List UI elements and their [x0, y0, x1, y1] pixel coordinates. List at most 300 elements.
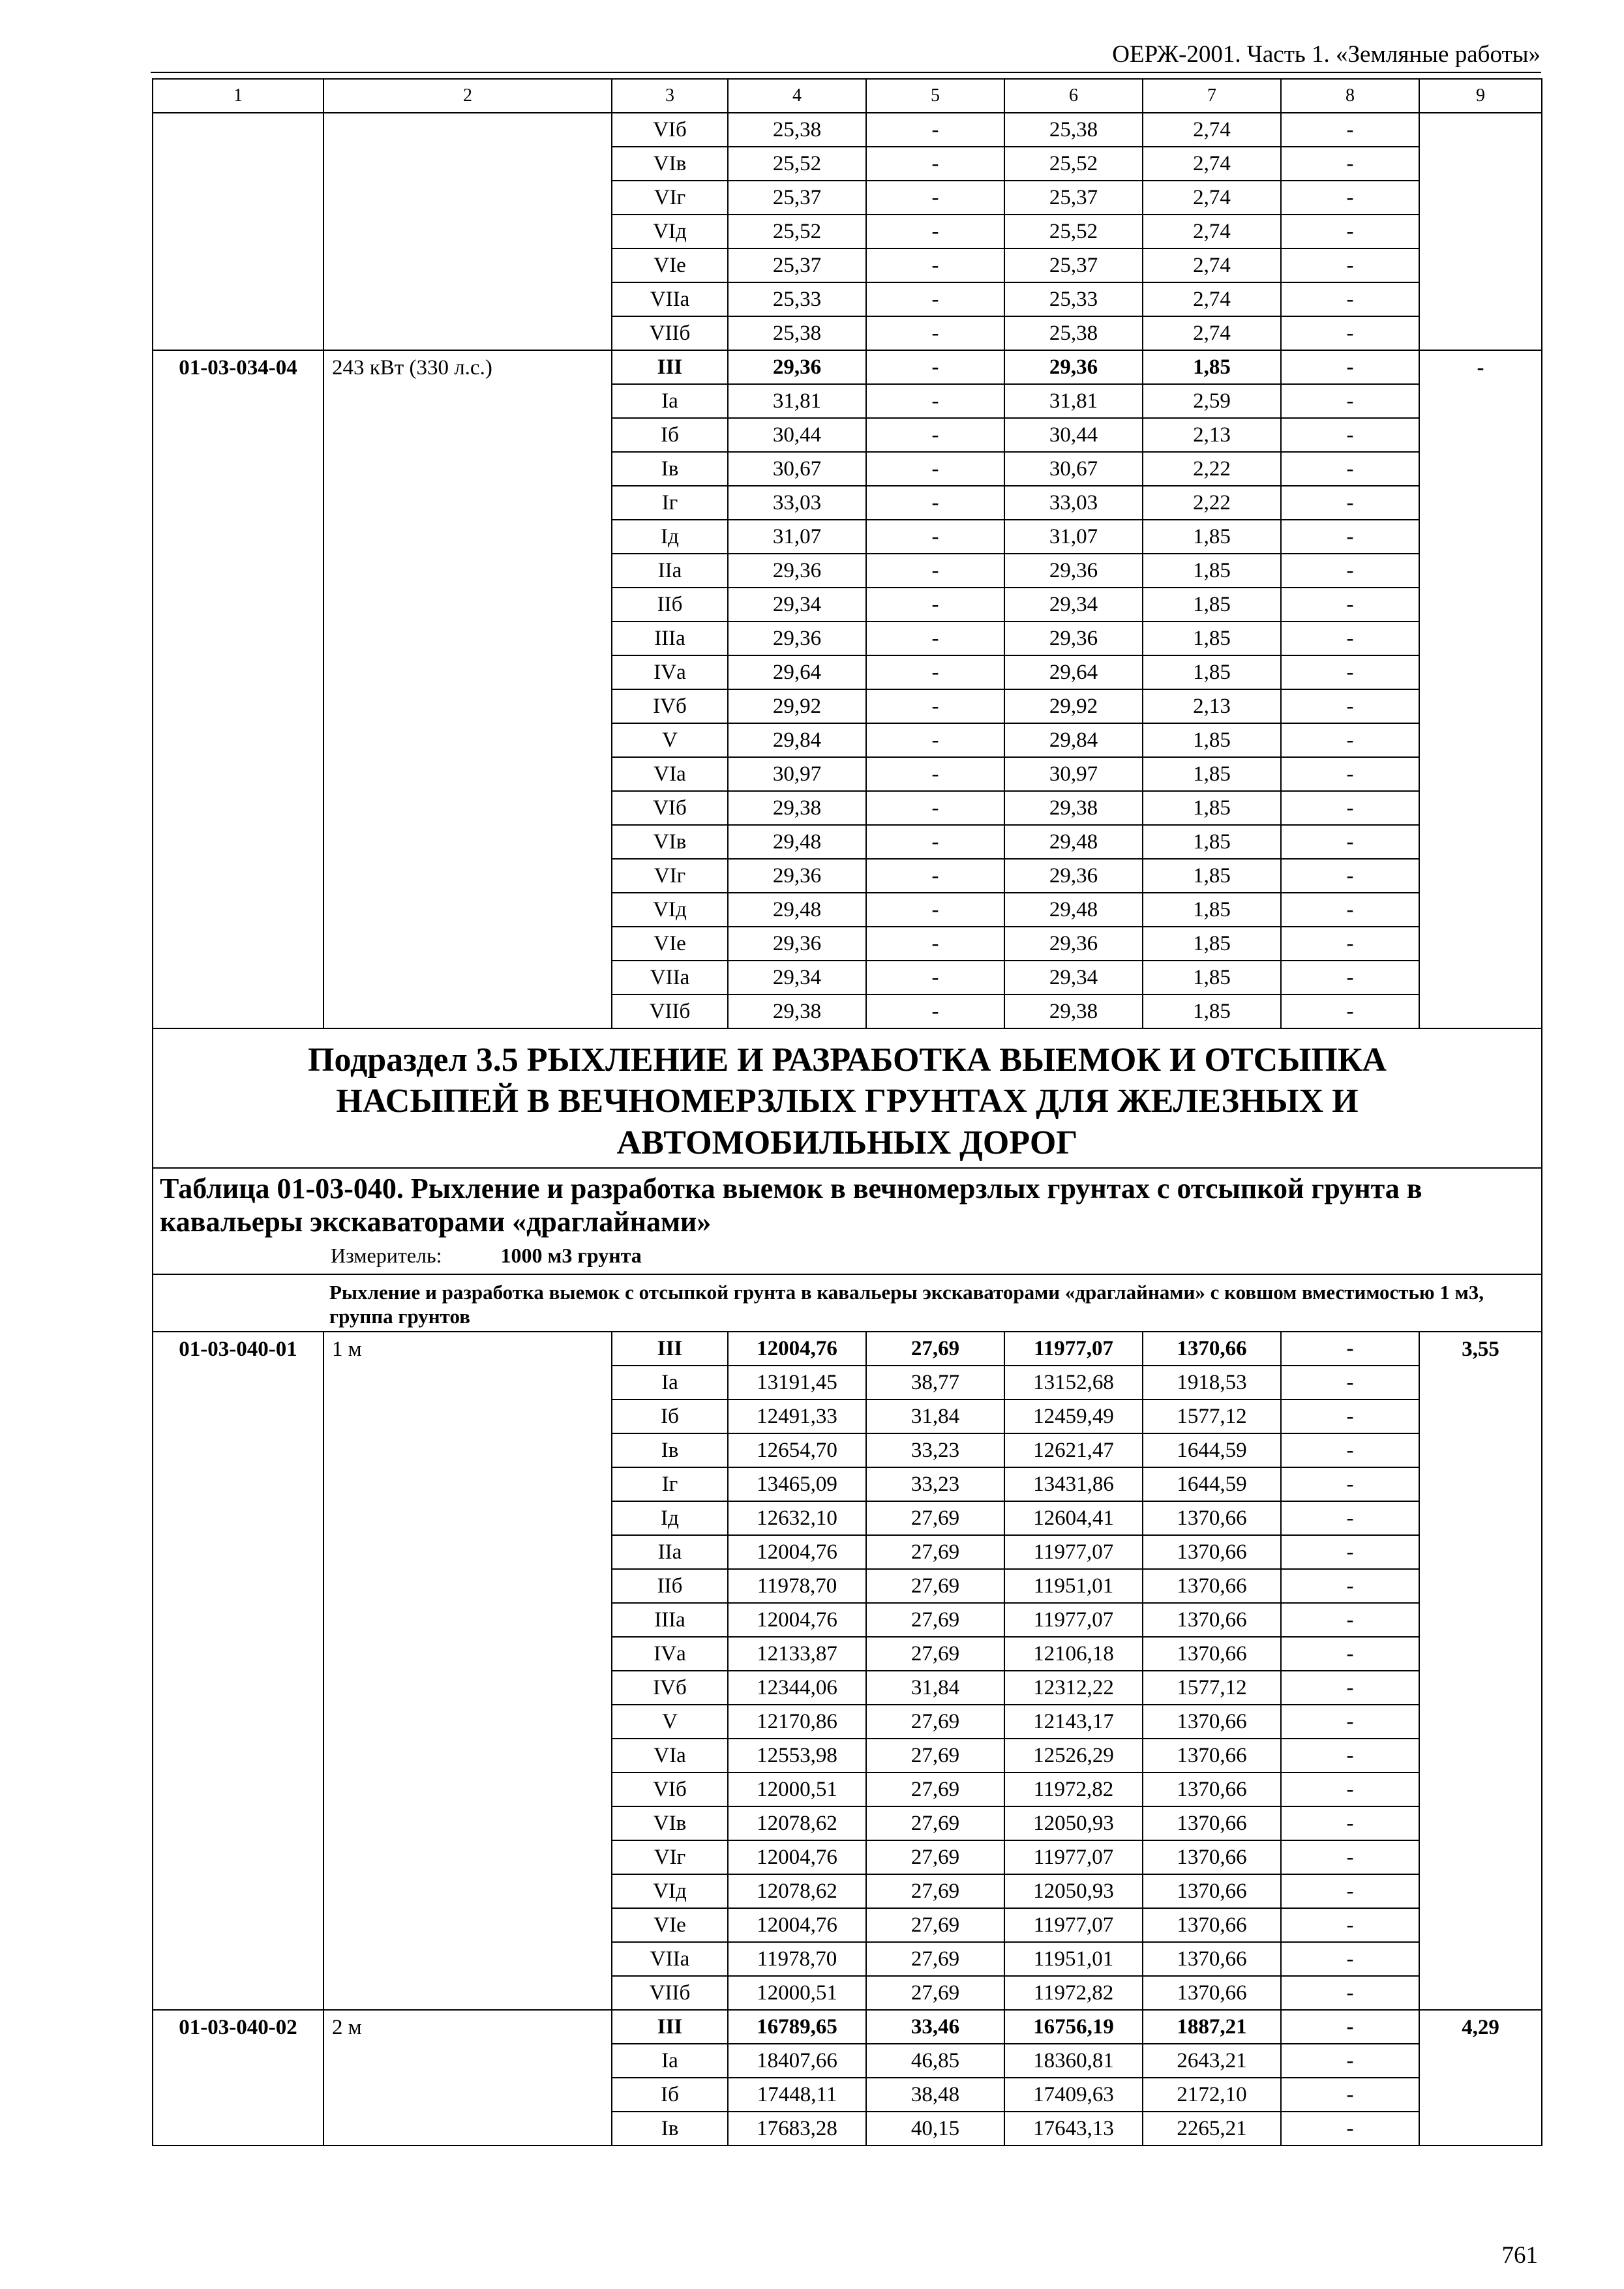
value-cell: -: [1281, 1467, 1419, 1501]
value-cell: 12004,76: [728, 1908, 866, 1942]
soil-group-cell: VIд: [612, 1874, 728, 1908]
value-cell: 1918,53: [1143, 1366, 1281, 1399]
value-cell: -: [866, 181, 1004, 215]
value-cell: 29,34: [1004, 961, 1143, 995]
value-cell: 2,74: [1143, 181, 1281, 215]
subtitle-row: [153, 1274, 1542, 1332]
soil-group-cell: VIв: [612, 147, 728, 181]
soil-group-cell: IIб: [612, 1569, 728, 1603]
name-cell: 243 кВт (330 л.с.): [323, 350, 612, 1028]
value-cell: 2265,21: [1143, 2112, 1281, 2146]
value-cell: -: [1281, 1671, 1419, 1705]
soil-group-cell: Iб: [612, 2078, 728, 2112]
value-cell: -: [1281, 791, 1419, 825]
value-cell: 27,69: [866, 1637, 1004, 1671]
value-cell: 31,84: [866, 1671, 1004, 1705]
value-cell: 17683,28: [728, 2112, 866, 2146]
column-number-cell: 2: [323, 79, 612, 113]
value-cell: 13465,09: [728, 1467, 866, 1501]
soil-group-cell: IVа: [612, 1637, 728, 1671]
soil-group-cell: VIа: [612, 757, 728, 791]
soil-group-cell: VIд: [612, 893, 728, 927]
value-cell: -: [866, 655, 1004, 689]
value-cell: -: [1281, 520, 1419, 554]
value-cell: 1370,66: [1143, 1840, 1281, 1874]
value-cell: 27,69: [866, 1739, 1004, 1773]
section-heading-line: Подраздел 3.5 РЫХЛЕНИЕ И РАЗРАБОТКА ВЫЕМОК И ОТСЫПКА: [308, 1041, 1387, 1079]
soil-group-cell: IIIа: [612, 621, 728, 655]
col9-cell: 3,55: [1419, 1332, 1542, 2010]
value-cell: 2,74: [1143, 147, 1281, 181]
value-cell: 12004,76: [728, 1332, 866, 1366]
value-cell: -: [1281, 825, 1419, 859]
soil-group-cell: III: [612, 2010, 728, 2044]
value-cell: 29,36: [1004, 350, 1143, 384]
value-cell: 27,69: [866, 1942, 1004, 1976]
value-cell: -: [1281, 995, 1419, 1028]
value-cell: 29,38: [728, 791, 866, 825]
value-cell: -: [866, 452, 1004, 486]
table-row: [153, 350, 1542, 384]
value-cell: 1,85: [1143, 859, 1281, 893]
value-cell: 12553,98: [728, 1739, 866, 1773]
value-cell: 29,48: [1004, 825, 1143, 859]
value-cell: 13431,86: [1004, 1467, 1143, 1501]
column-number-cell: 6: [1004, 79, 1143, 113]
value-cell: 25,52: [1004, 147, 1143, 181]
soil-group-cell: Iв: [612, 2112, 728, 2146]
value-cell: -: [866, 486, 1004, 520]
soil-group-cell: Iб: [612, 1399, 728, 1433]
value-cell: 2,74: [1143, 248, 1281, 282]
value-cell: -: [1281, 1806, 1419, 1840]
value-cell: -: [1281, 486, 1419, 520]
code-cell: [153, 113, 323, 350]
value-cell: 1,85: [1143, 655, 1281, 689]
value-cell: 30,44: [1004, 418, 1143, 452]
value-cell: 30,97: [1004, 757, 1143, 791]
value-cell: 1370,66: [1143, 1908, 1281, 1942]
value-cell: 29,34: [728, 588, 866, 621]
value-cell: -: [866, 113, 1004, 147]
value-cell: -: [1281, 588, 1419, 621]
value-cell: 29,48: [728, 825, 866, 859]
value-cell: 30,44: [728, 418, 866, 452]
page-number: 761: [1501, 2242, 1538, 2269]
value-cell: 1,85: [1143, 520, 1281, 554]
value-cell: 27,69: [866, 1535, 1004, 1569]
value-cell: -: [866, 384, 1004, 418]
value-cell: -: [1281, 181, 1419, 215]
value-cell: 29,92: [728, 689, 866, 723]
value-cell: 27,69: [866, 1806, 1004, 1840]
value-cell: 12000,51: [728, 1773, 866, 1806]
value-cell: 31,07: [1004, 520, 1143, 554]
value-cell: 1370,66: [1143, 1501, 1281, 1535]
soil-group-cell: VIIа: [612, 1942, 728, 1976]
soil-group-cell: IVб: [612, 1671, 728, 1705]
value-cell: -: [866, 248, 1004, 282]
value-cell: -: [1281, 757, 1419, 791]
value-cell: 25,38: [728, 316, 866, 350]
value-cell: 38,48: [866, 2078, 1004, 2112]
value-cell: 13191,45: [728, 1366, 866, 1399]
soil-group-cell: Iд: [612, 520, 728, 554]
soil-group-cell: VIв: [612, 1806, 728, 1840]
code-cell: 01-03-034-04: [153, 350, 323, 1028]
value-cell: 30,67: [1004, 452, 1143, 486]
value-cell: -: [1281, 621, 1419, 655]
name-cell: 2 м: [323, 2010, 612, 2146]
value-cell: 2,74: [1143, 215, 1281, 248]
soil-group-cell: V: [612, 1705, 728, 1739]
value-cell: 38,77: [866, 1366, 1004, 1399]
value-cell: 29,64: [1004, 655, 1143, 689]
soil-group-cell: IIа: [612, 1535, 728, 1569]
column-number-cell: 5: [866, 79, 1004, 113]
value-cell: -: [1281, 384, 1419, 418]
value-cell: -: [1281, 113, 1419, 147]
value-cell: 40,15: [866, 2112, 1004, 2146]
value-cell: 12106,18: [1004, 1637, 1143, 1671]
value-cell: -: [1281, 418, 1419, 452]
value-cell: -: [866, 282, 1004, 316]
value-cell: -: [866, 316, 1004, 350]
value-cell: 29,38: [1004, 995, 1143, 1028]
soil-group-cell: Iа: [612, 1366, 728, 1399]
soil-group-cell: VIIб: [612, 995, 728, 1028]
value-cell: 12004,76: [728, 1535, 866, 1569]
soil-group-cell: Iг: [612, 1467, 728, 1501]
value-cell: 12170,86: [728, 1705, 866, 1739]
value-cell: 1370,66: [1143, 1637, 1281, 1671]
soil-group-cell: IIIа: [612, 1603, 728, 1637]
soil-group-cell: VIв: [612, 825, 728, 859]
value-cell: -: [1281, 1366, 1419, 1399]
value-cell: -: [1281, 147, 1419, 181]
value-cell: 11951,01: [1004, 1569, 1143, 1603]
value-cell: 1887,21: [1143, 2010, 1281, 2044]
column-number-cell: 4: [728, 79, 866, 113]
value-cell: 29,36: [728, 350, 866, 384]
value-cell: 12491,33: [728, 1399, 866, 1433]
value-cell: 27,69: [866, 1603, 1004, 1637]
value-cell: 18407,66: [728, 2044, 866, 2078]
value-cell: 1370,66: [1143, 1603, 1281, 1637]
value-cell: -: [866, 418, 1004, 452]
code-cell: 01-03-040-01: [153, 1332, 323, 2010]
document-header: ОЕРЖ-2001. Часть 1. «Земляные работы»: [1112, 41, 1541, 68]
value-cell: -: [1281, 893, 1419, 927]
value-cell: -: [1281, 927, 1419, 961]
soil-group-cell: IIб: [612, 588, 728, 621]
value-cell: 33,03: [728, 486, 866, 520]
value-cell: -: [1281, 1739, 1419, 1773]
column-number-row: [153, 79, 1542, 113]
value-cell: 2,74: [1143, 282, 1281, 316]
value-cell: 25,52: [1004, 215, 1143, 248]
value-cell: 30,97: [728, 757, 866, 791]
value-cell: 1370,66: [1143, 1535, 1281, 1569]
column-number-cell: 9: [1419, 79, 1542, 113]
value-cell: 2,74: [1143, 316, 1281, 350]
value-cell: 1,85: [1143, 995, 1281, 1028]
soil-group-cell: VIIб: [612, 316, 728, 350]
value-cell: 33,23: [866, 1467, 1004, 1501]
value-cell: -: [1281, 2044, 1419, 2078]
value-cell: 27,69: [866, 1908, 1004, 1942]
value-cell: -: [1281, 1535, 1419, 1569]
value-cell: 11978,70: [728, 1942, 866, 1976]
value-cell: 29,36: [1004, 927, 1143, 961]
value-cell: -: [1281, 1874, 1419, 1908]
value-cell: 11972,82: [1004, 1976, 1143, 2010]
soil-group-cell: VIа: [612, 1739, 728, 1773]
soil-group-cell: Iа: [612, 384, 728, 418]
value-cell: 31,81: [728, 384, 866, 418]
table-subtitle: Рыхление и разработка выемок с отсыпкой грунта в кавальеры экскаваторами «драглайнами» с ковшом вместимостью 1 м3, группа грунтов: [153, 1274, 1542, 1332]
value-cell: -: [1281, 2010, 1419, 2044]
value-cell: 29,38: [728, 995, 866, 1028]
value-cell: 27,69: [866, 1874, 1004, 1908]
value-cell: 29,36: [728, 554, 866, 588]
value-cell: 1644,59: [1143, 1467, 1281, 1501]
soil-group-cell: VIIа: [612, 282, 728, 316]
value-cell: 27,69: [866, 1569, 1004, 1603]
value-cell: 25,52: [728, 147, 866, 181]
value-cell: -: [1281, 1603, 1419, 1637]
value-cell: -: [1281, 859, 1419, 893]
value-cell: -: [1281, 1399, 1419, 1433]
value-cell: 17643,13: [1004, 2112, 1143, 2146]
soil-group-cell: VIг: [612, 181, 728, 215]
value-cell: 12004,76: [728, 1603, 866, 1637]
soil-group-cell: VIг: [612, 1840, 728, 1874]
value-cell: 16789,65: [728, 2010, 866, 2044]
value-cell: 13152,68: [1004, 1366, 1143, 1399]
value-cell: 2,13: [1143, 689, 1281, 723]
value-cell: 2,13: [1143, 418, 1281, 452]
value-cell: -: [866, 723, 1004, 757]
value-cell: 12133,87: [728, 1637, 866, 1671]
value-cell: -: [1281, 1908, 1419, 1942]
value-cell: -: [866, 995, 1004, 1028]
soil-group-cell: III: [612, 350, 728, 384]
value-cell: -: [1281, 1637, 1419, 1671]
value-cell: -: [1281, 1976, 1419, 2010]
value-cell: 1,85: [1143, 621, 1281, 655]
value-cell: -: [1281, 282, 1419, 316]
value-cell: 12621,47: [1004, 1433, 1143, 1467]
value-cell: 1,85: [1143, 554, 1281, 588]
value-cell: -: [1281, 2078, 1419, 2112]
value-cell: 1370,66: [1143, 1739, 1281, 1773]
value-cell: 12459,49: [1004, 1399, 1143, 1433]
header-rule: [151, 72, 1541, 73]
value-cell: -: [1281, 961, 1419, 995]
soil-group-cell: VIе: [612, 927, 728, 961]
table-row: [153, 113, 1542, 147]
value-cell: 29,84: [728, 723, 866, 757]
value-cell: 12050,93: [1004, 1874, 1143, 1908]
value-cell: 27,69: [866, 1501, 1004, 1535]
soil-group-cell: VIб: [612, 791, 728, 825]
value-cell: -: [866, 350, 1004, 384]
value-cell: 29,36: [1004, 554, 1143, 588]
value-cell: 12078,62: [728, 1874, 866, 1908]
value-cell: 11951,01: [1004, 1942, 1143, 1976]
value-cell: 1577,12: [1143, 1671, 1281, 1705]
value-cell: 2,59: [1143, 384, 1281, 418]
value-cell: 29,48: [1004, 893, 1143, 927]
value-cell: -: [866, 554, 1004, 588]
value-cell: 33,03: [1004, 486, 1143, 520]
value-cell: -: [866, 791, 1004, 825]
value-cell: 12000,51: [728, 1976, 866, 2010]
soil-group-cell: IVб: [612, 689, 728, 723]
value-cell: -: [866, 520, 1004, 554]
value-cell: -: [866, 927, 1004, 961]
value-cell: 27,69: [866, 1840, 1004, 1874]
value-cell: 1370,66: [1143, 1773, 1281, 1806]
value-cell: -: [1281, 452, 1419, 486]
value-cell: 12312,22: [1004, 1671, 1143, 1705]
soil-group-cell: IIа: [612, 554, 728, 588]
section-heading: [153, 1028, 1542, 1168]
soil-group-cell: V: [612, 723, 728, 757]
value-cell: 12050,93: [1004, 1806, 1143, 1840]
value-cell: 16756,19: [1004, 2010, 1143, 2044]
value-cell: 1,85: [1143, 961, 1281, 995]
value-cell: 25,37: [728, 248, 866, 282]
value-cell: 1370,66: [1143, 1942, 1281, 1976]
value-cell: 29,34: [1004, 588, 1143, 621]
column-number-cell: 1: [153, 79, 323, 113]
value-cell: -: [1281, 655, 1419, 689]
value-cell: 25,38: [1004, 113, 1143, 147]
value-cell: 31,07: [728, 520, 866, 554]
soil-group-cell: Iг: [612, 486, 728, 520]
value-cell: 1,85: [1143, 350, 1281, 384]
value-cell: 1370,66: [1143, 1874, 1281, 1908]
value-cell: 25,37: [728, 181, 866, 215]
table-title: Таблица 01-03-040. Рыхление и разработка выемок в вечномерзлых грунтах с отсыпкой грунта в кавальеры экскаваторами «драглайнами»: [160, 1173, 1422, 1238]
value-cell: 1,85: [1143, 723, 1281, 757]
col9-cell: 4,29: [1419, 2010, 1542, 2146]
name-cell: [323, 113, 612, 350]
soil-group-cell: VIб: [612, 113, 728, 147]
value-cell: -: [1281, 248, 1419, 282]
value-cell: 11972,82: [1004, 1773, 1143, 1806]
soil-group-cell: III: [612, 1332, 728, 1366]
value-cell: 12526,29: [1004, 1739, 1143, 1773]
value-cell: 46,85: [866, 2044, 1004, 2078]
soil-group-cell: Iа: [612, 2044, 728, 2078]
value-cell: 17409,63: [1004, 2078, 1143, 2112]
value-cell: 2643,21: [1143, 2044, 1281, 2078]
value-cell: 12143,17: [1004, 1705, 1143, 1739]
value-cell: 25,52: [728, 215, 866, 248]
caption-row: [153, 1168, 1542, 1274]
value-cell: -: [1281, 689, 1419, 723]
value-cell: 25,38: [1004, 316, 1143, 350]
value-cell: 11978,70: [728, 1569, 866, 1603]
value-cell: 1370,66: [1143, 1705, 1281, 1739]
table-row: [153, 1332, 1542, 1366]
value-cell: 1,85: [1143, 927, 1281, 961]
value-cell: 1370,66: [1143, 1806, 1281, 1840]
value-cell: 11977,07: [1004, 1603, 1143, 1637]
value-cell: 1370,66: [1143, 1976, 1281, 2010]
table-caption: [153, 1168, 1542, 1274]
value-cell: 11977,07: [1004, 1332, 1143, 1366]
value-cell: -: [1281, 1569, 1419, 1603]
value-cell: 12604,41: [1004, 1501, 1143, 1535]
value-cell: 25,33: [728, 282, 866, 316]
value-cell: -: [866, 893, 1004, 927]
value-cell: 11977,07: [1004, 1535, 1143, 1569]
soil-group-cell: VIIб: [612, 1976, 728, 2010]
value-cell: 1370,66: [1143, 1569, 1281, 1603]
name-cell: 1 м: [323, 1332, 612, 2010]
value-cell: 29,36: [728, 927, 866, 961]
value-cell: 25,33: [1004, 282, 1143, 316]
value-cell: 2,22: [1143, 452, 1281, 486]
column-number-cell: 8: [1281, 79, 1419, 113]
value-cell: -: [1281, 1773, 1419, 1806]
value-cell: 25,37: [1004, 248, 1143, 282]
value-cell: -: [1281, 215, 1419, 248]
soil-group-cell: VIг: [612, 859, 728, 893]
meter-line: [160, 1244, 1535, 1267]
value-cell: 1,85: [1143, 791, 1281, 825]
value-cell: -: [1281, 1332, 1419, 1366]
value-cell: 12004,76: [728, 1840, 866, 1874]
value-cell: 27,69: [866, 1773, 1004, 1806]
value-cell: 33,23: [866, 1433, 1004, 1467]
value-cell: 29,36: [728, 621, 866, 655]
soil-group-cell: Iв: [612, 1433, 728, 1467]
soil-group-cell: VIд: [612, 215, 728, 248]
soil-group-cell: VIб: [612, 1773, 728, 1806]
value-cell: 31,81: [1004, 384, 1143, 418]
soil-group-cell: VIIа: [612, 961, 728, 995]
value-cell: 12344,06: [728, 1671, 866, 1705]
value-cell: 29,36: [1004, 859, 1143, 893]
soil-group-cell: VIе: [612, 248, 728, 282]
meter-value: 1000 м3 грунта: [500, 1243, 642, 1267]
value-cell: -: [866, 147, 1004, 181]
value-cell: 1,85: [1143, 825, 1281, 859]
value-cell: -: [1281, 723, 1419, 757]
value-cell: -: [866, 757, 1004, 791]
value-cell: 2,74: [1143, 113, 1281, 147]
value-cell: 1,85: [1143, 588, 1281, 621]
value-cell: 27,69: [866, 1332, 1004, 1366]
value-cell: -: [1281, 2112, 1419, 2146]
value-cell: -: [1281, 350, 1419, 384]
value-cell: 12654,70: [728, 1433, 866, 1467]
value-cell: -: [866, 621, 1004, 655]
value-cell: -: [1281, 1840, 1419, 1874]
value-cell: -: [1281, 1433, 1419, 1467]
value-cell: 1,85: [1143, 757, 1281, 791]
value-cell: 29,34: [728, 961, 866, 995]
value-cell: 29,36: [728, 859, 866, 893]
value-cell: 1577,12: [1143, 1399, 1281, 1433]
value-cell: -: [866, 825, 1004, 859]
value-cell: -: [1281, 554, 1419, 588]
